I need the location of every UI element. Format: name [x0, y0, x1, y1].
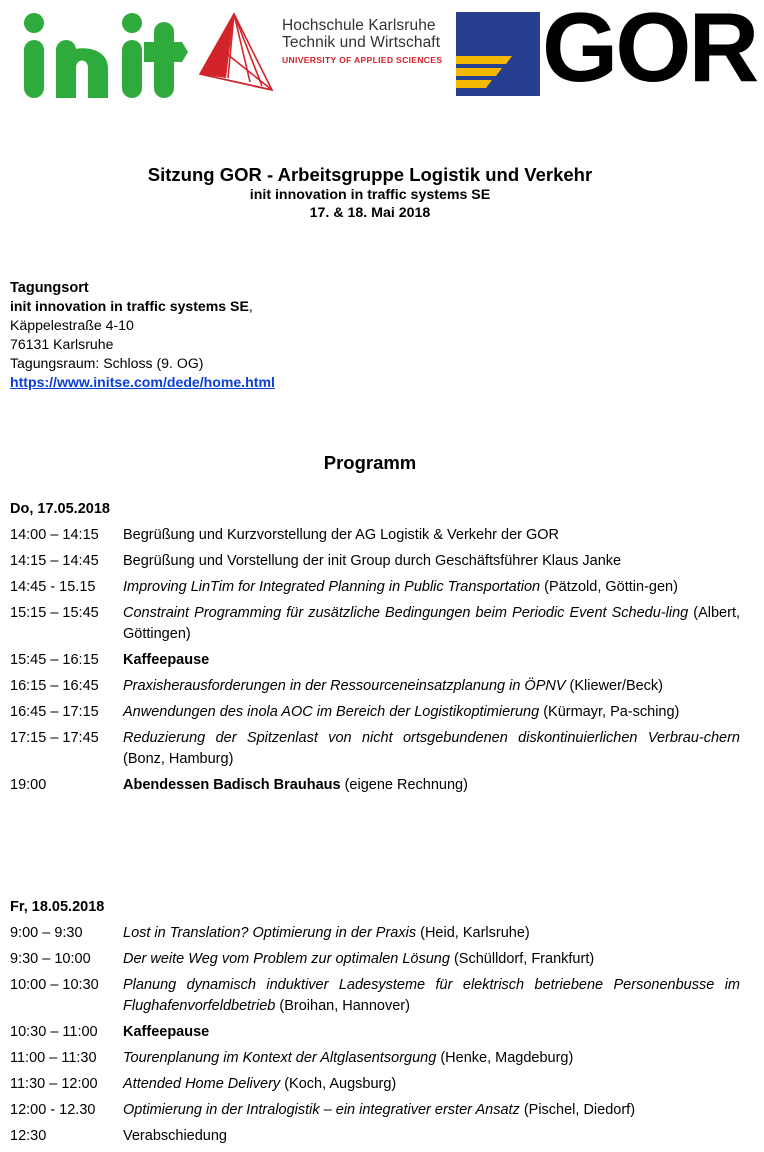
program-item-text: [123, 676, 740, 697]
program-item: [10, 551, 740, 572]
program-item-detail: (Koch, Augsburg): [280, 1075, 397, 1092]
program-item-detail: (Bonz, Hamburg): [123, 750, 234, 767]
program-item-time: 16:45 – 17:15: [10, 704, 99, 721]
program-item-title: Lost in Translation? Optimierung in der Praxis: [123, 925, 417, 941]
program-item: [10, 603, 740, 644]
gor-logo-text: GOR: [542, 0, 757, 102]
venue-heading: Tagungsort: [10, 280, 89, 296]
program-item-title: Planung dynamisch induktiver Ladesysteme für elektrisch betriebene Personenbusse im Flughafenvorfeldbetrieb: [123, 977, 740, 1014]
program-item-detail: (Henke, Magdeburg): [436, 1049, 574, 1066]
gor-logo: [456, 0, 760, 102]
program-heading: Programm: [323, 452, 417, 473]
day-rows: [10, 525, 740, 795]
program-item-detail: (Kliewer/Beck): [565, 677, 664, 694]
program-item-detail: (Albert, Göttingen): [123, 605, 741, 642]
program-item: [10, 775, 740, 796]
program-item-time: 15:45 – 16:15: [10, 651, 99, 668]
program-item-detail: (Pätzold, Göttin-gen): [540, 579, 678, 596]
venue-street: Käppelestraße 4-10: [10, 317, 134, 333]
program-item-time: 12:00 - 12.30: [10, 1102, 96, 1119]
program-item-detail: Begrüßung und Vorstellung der init Group durch Geschäftsführer Klaus Janke: [123, 553, 622, 570]
page-date: 17. & 18. Mai 2018: [309, 205, 431, 221]
program-item: [10, 1048, 740, 1069]
program-day-1: [10, 499, 740, 801]
venue-company-suffix: ,: [248, 298, 253, 314]
hka-line-3: UNIVERSITY OF APPLIED SCIENCES: [282, 55, 443, 65]
logo-bar: [0, 0, 764, 102]
program-item-highlight: Abendessen Badisch Brauhaus: [123, 776, 341, 793]
program-item-detail: (Pischel, Diedorf): [519, 1102, 636, 1119]
venue-url-line: [10, 373, 275, 392]
program-item: [10, 1126, 740, 1147]
program-item: [10, 923, 740, 944]
init-logo-icon: [16, 12, 188, 100]
program-item-text: [123, 975, 740, 1016]
program-item-text: [123, 1100, 740, 1121]
hka-line-1: Hochschule Karlsruhe: [282, 17, 436, 34]
program-item-time: 10:00 – 10:30: [10, 977, 99, 994]
program-item-time: 16:15 – 16:45: [10, 677, 99, 694]
program-item-detail: (Kürmayr, Pa-sching): [539, 704, 680, 721]
program-item: [10, 702, 740, 723]
program-item-text: [123, 551, 740, 572]
program-item-highlight: Kaffeepause: [123, 651, 210, 668]
program-item-text: [123, 577, 740, 598]
program-item-time: 11:30 – 12:00: [10, 1075, 98, 1092]
program-item-time: 11:00 – 11:30: [10, 1049, 97, 1066]
gor-logo-box: [456, 12, 540, 96]
program-item-text: [123, 702, 740, 723]
program-item-title: Anwendungen des inola AOC im Bereich der Logistikoptimierung: [123, 704, 540, 721]
program-item-time: 14:45 - 15.15: [10, 579, 96, 596]
page-title: Sitzung GOR - Arbeitsgruppe Logistik und Verkehr: [147, 164, 593, 185]
program-item: [10, 975, 740, 1016]
program-item-detail: (Heid, Karlsruhe): [416, 925, 530, 941]
program-item-title: Der weite Weg vom Problem zur optimalen Lösung: [123, 951, 450, 968]
program-item-detail: Verabschiedung: [123, 1128, 227, 1145]
program-item-text: [123, 1048, 740, 1069]
program-item-time: 9:30 – 10:00: [10, 951, 91, 968]
program-item-time: 10:30 – 11:00: [10, 1023, 98, 1040]
venue-company: init innovation in traffic systems SE: [10, 298, 249, 314]
program-item-text: [123, 923, 740, 944]
program-item-highlight: Kaffeepause: [123, 1023, 210, 1040]
gor-stripes-icon: [456, 12, 540, 96]
hka-logo-icon: [198, 12, 278, 98]
program-item-text: [123, 525, 740, 546]
program-item-title: Improving LinTim for Integrated Planning in Public Transportation: [123, 579, 541, 596]
venue-block: [10, 279, 275, 392]
program-item-time: 12:30: [10, 1128, 47, 1145]
program-item-time: 9:00 – 9:30: [10, 925, 83, 941]
program-item-text: [123, 1074, 740, 1095]
program-item-text: [123, 728, 740, 769]
program-item-text: [123, 650, 740, 671]
program-item: [10, 728, 740, 769]
program-item-title: Attended Home Delivery: [123, 1075, 281, 1092]
program-day-2: [10, 897, 740, 1152]
program-item-title: Constraint Programming für zusätzliche Bedingungen beim Periodic Event Schedu-ling: [123, 605, 689, 622]
venue-url-link[interactable]: https://www.initse.com/dede/home.html: [10, 374, 275, 390]
program-item: [10, 1074, 740, 1095]
day-label: Fr, 18.05.2018: [10, 899, 105, 915]
program-item-text: [123, 949, 740, 970]
program-item: [10, 577, 740, 598]
program-item-time: 15:15 – 15:45: [10, 605, 99, 622]
program-item-title: Optimierung in der Intralogistik – ein integrativer erster Ansatz: [123, 1102, 520, 1119]
program-item-text: [123, 603, 740, 644]
program-item-time: 14:00 – 14:15: [10, 527, 99, 543]
program-item-text: [123, 775, 740, 796]
program-item-title: Reduzierung der Spitzenlast von nicht ortsgebundenen diskontinuierlichen Verbrau-chern: [123, 730, 740, 747]
init-logo: [16, 12, 188, 100]
program-item: [10, 650, 740, 671]
venue-room: Tagungsraum: Schloss (9. OG): [10, 355, 204, 371]
program-item: [10, 525, 740, 546]
program-item: [10, 1022, 740, 1043]
program-item: [10, 676, 740, 697]
day-rows: [10, 923, 740, 1147]
program-item-time: 19:00: [10, 776, 47, 793]
program-item-text: [123, 1126, 740, 1147]
program-item-detail: (Schülldorf, Frankfurt): [449, 951, 595, 968]
program-item-detail: (Broihan, Hannover): [275, 997, 410, 1014]
venue-company-line: [10, 297, 275, 316]
program-item-time: 14:15 – 14:45: [10, 553, 99, 570]
hka-line-2: Technik und Wirtschaft: [282, 34, 441, 51]
program-item-detail: Begrüßung und Kurzvorstellung der AG Logistik & Verkehr der GOR: [123, 527, 560, 543]
program-item: [10, 1100, 740, 1121]
program-item-title: Praxisherausforderungen in der Ressourceneinsatzplanung in ÖPNV: [123, 677, 566, 694]
program-item-title: Tourenplanung im Kontext der Altglasentsorgung: [123, 1049, 437, 1066]
program-item-detail: (eigene Rechnung): [340, 776, 468, 793]
page-subtitle: init innovation in traffic systems SE: [249, 187, 491, 203]
program-item: [10, 949, 740, 970]
hka-logo: [198, 12, 448, 98]
venue-city: 76131 Karlsruhe: [10, 336, 114, 352]
document-header: [0, 164, 740, 222]
day-label: Do, 17.05.2018: [10, 501, 110, 517]
program-item-text: [123, 1022, 740, 1043]
program-item-time: 17:15 – 17:45: [10, 730, 99, 747]
